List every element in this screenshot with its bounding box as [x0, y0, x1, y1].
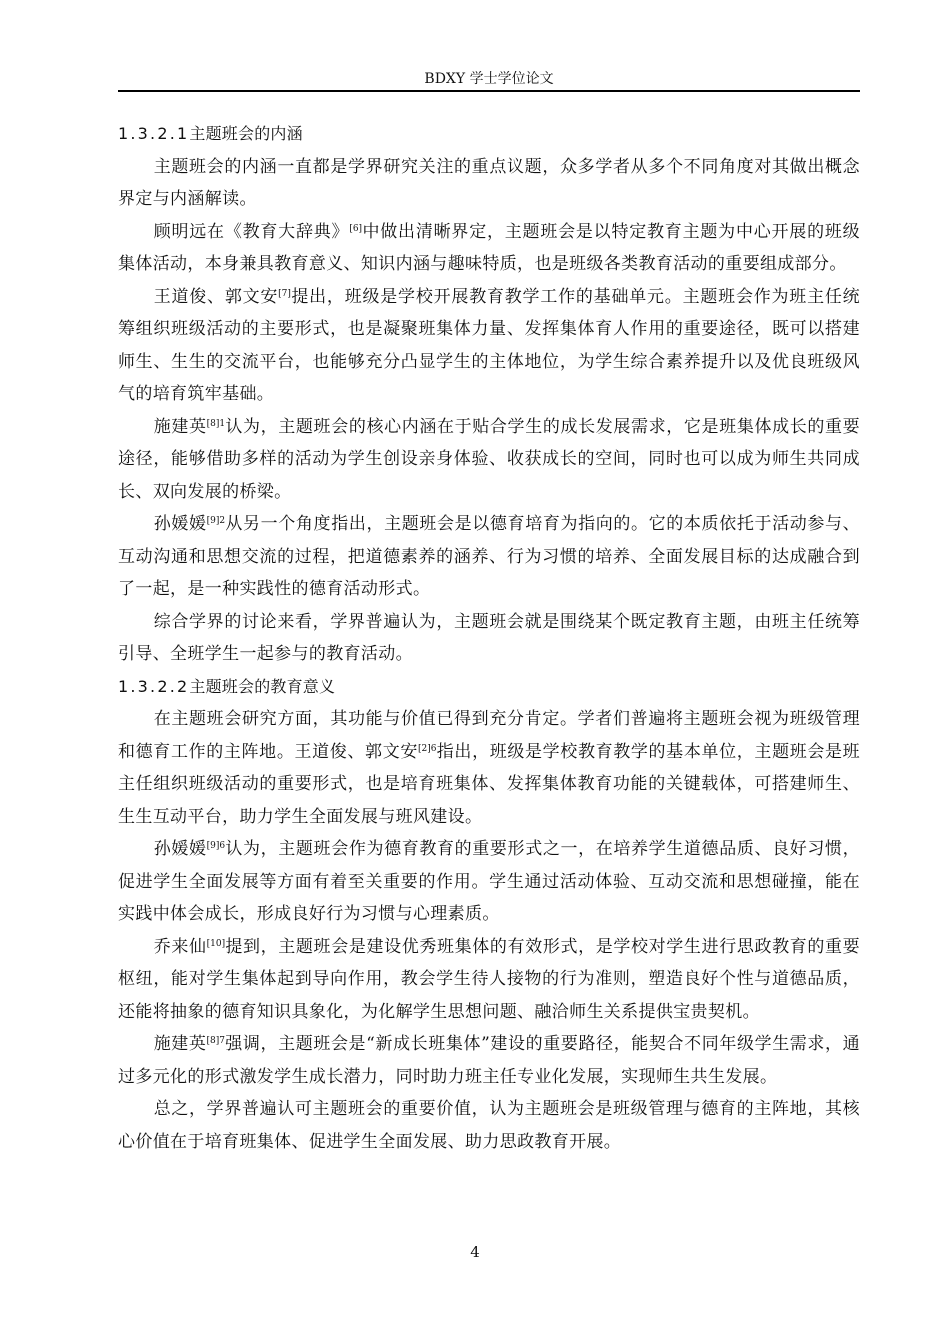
paragraph-text: 提到，主题班会是建设优秀班集体的有效形式，是学校对学生进行思政教育的重要枢纽，能对学生集体起到导向作用，教会学生待人接物的行为准则，塑造良好个性与道德品质，还能将抽象的德育知识具象化，为化解学生思想问题、融洽师生关系提供宝贵契机。: [118, 936, 860, 1022]
paragraph-text: 王道俊、郭文安: [153, 286, 279, 307]
paragraph-text: 在主题班会研究方面，其功能与价值已得到充分肯定。学者们普遍将主题班会视为班级管理和德育工作的主阵地。王道俊、郭文安: [118, 709, 860, 762]
paragraph-text: 提出，班级是学校开展教育教学工作的基础单元。主题班会作为班主任统筹组织班级活动的主要形式，也是凝聚班集体力量、发挥集体育人作用的重要途径，既可以搭建师生、生生的交流平台，也能够充分凸显学生的主体地位，为学生综合素养提升以及优良班级风气的培育筑牢基础。: [118, 286, 860, 404]
section-title: 主题班会的内涵: [189, 124, 303, 143]
paragraph-text: 强调，主题班会是“新成长班集体”建设的重要路径，能契合不同年级学生需求，通过多元化的形式激发学生成长潜力，同时助力班主任专业化发展，实现师生共生发展。: [118, 1034, 860, 1087]
paragraph-text: 孙媛媛: [153, 514, 207, 534]
paragraph-text: 认为，主题班会作为德育教育的重要形式之一，在培养学生道德品质、良好习惯，促进学生全面发展等方面有着至关重要的作用。学生通过活动体验、互动交流和思想碰撞，能在实践中体会成长，形成良好行为习惯与心理素质。: [118, 839, 860, 924]
section-heading: [118, 118, 860, 151]
paragraph: [118, 1093, 860, 1158]
citation-ref: [7]: [278, 288, 291, 299]
paragraph: [118, 281, 860, 411]
section-heading: [118, 671, 860, 704]
paragraph-text: 指出，班级是学校教育教学的基本单位，主题班会是班主任组织班级活动的重要形式，也是培育班集体、发挥集体教育功能的关键载体，可搭建师生、生生互动平台，助力学生全面发展与班风建设。: [118, 741, 860, 827]
citation-ref: [8]1: [206, 418, 226, 429]
paragraph: [118, 931, 860, 1029]
paragraph: [118, 151, 860, 216]
section-title: 主题班会的教育意义: [189, 676, 336, 696]
section-number: 1.3.2.1: [118, 124, 190, 143]
citation-ref: [9]2: [206, 516, 226, 526]
paragraph-text: 施建英: [153, 1034, 207, 1054]
paragraph-text: 孙媛媛: [153, 839, 207, 859]
paragraph: [118, 606, 860, 671]
paragraph-text: 认为，主题班会的核心内涵在于贴合学生的成长发展需求，它是班集体成长的重要途径，能够借助多样的活动为学生创设亲身体验、收获成长的空间，同时也可以成为师生共同成长、双向发展的桥梁。: [118, 416, 860, 502]
page-number: 4: [470, 1243, 480, 1261]
paragraph: [118, 411, 860, 509]
paragraph: [118, 703, 860, 833]
paragraph-text: 顾明远在《教育大辞典》: [153, 221, 350, 242]
citation-ref: [10]: [206, 938, 226, 949]
paragraph: [118, 508, 860, 606]
citation-ref: [8]7: [206, 1036, 226, 1046]
paragraph-text: 乔来仙: [153, 936, 207, 957]
paragraph: [118, 1028, 860, 1093]
paragraph-text: 中做出清晰界定，主题班会是以特定教育主题为中心开展的班级集体活动，本身兼具教育意义、知识内涵与趣味特质，也是班级各类教育活动的重要组成部分。: [118, 221, 860, 274]
citation-ref: [6]: [349, 223, 363, 234]
paragraph-text: 施建英: [153, 416, 207, 437]
paragraph: [118, 216, 860, 281]
document-body: [118, 118, 860, 1158]
header-rule: [118, 90, 860, 92]
section-number: 1.3.2.2: [118, 676, 190, 696]
paragraph-text: 从另一个角度指出，主题班会是以德育培育为指向的。它的本质依托于活动参与、互动沟通和思想交流的过程，把道德素养的涵养、行为习惯的培养、全面发展目标的达成融合到了一起，是一种实践性的德育活动形式。: [118, 514, 860, 599]
paragraph-text: 综合学界的讨论来看，学界普遍认为，主题班会就是围绕某个既定教育主题，由班主任统筹引导、全班学生一起参与的教育活动。: [118, 611, 860, 664]
paragraph: [118, 833, 860, 931]
citation-ref: [2]6: [418, 743, 437, 754]
paragraph-text: 主题班会的内涵一直都是学界研究关注的重点议题，众多学者从多个不同角度对其做出概念界定与内涵解读。: [118, 156, 860, 209]
citation-ref: [9]6: [206, 841, 226, 851]
running-header: BDXY 学士学位论文: [424, 71, 554, 87]
paragraph-text: 总之，学界普遍认可主题班会的重要价值，认为主题班会是班级管理与德育的主阵地，其核心价值在于培育班集体、促进学生全面发展、助力思政教育开展。: [118, 1099, 860, 1152]
